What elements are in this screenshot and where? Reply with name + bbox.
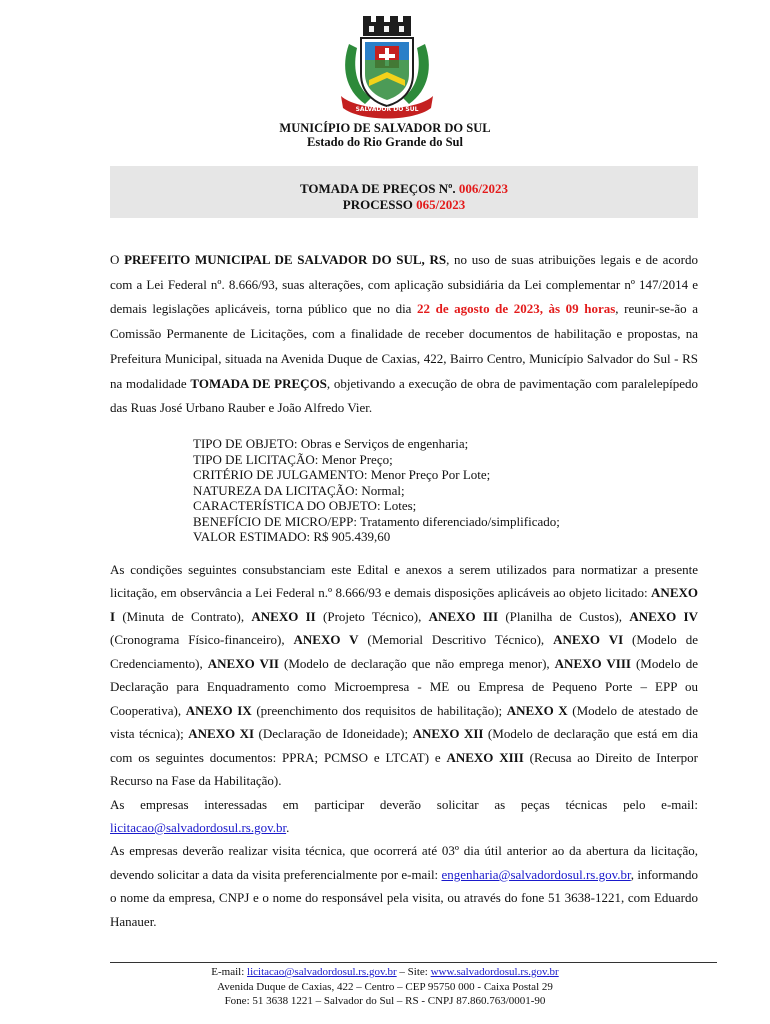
annex-label: ANEXO IX <box>185 702 252 718</box>
bidding-email-link[interactable]: licitacao@salvadordosul.rs.gov.br <box>110 819 287 835</box>
annex-label: ANEXO II <box>251 608 316 624</box>
annex-label: ANEXO I <box>110 585 698 624</box>
process-number: 065/2023 <box>416 197 466 212</box>
tender-label: TOMADA DE PREÇOS Nº. <box>299 181 456 196</box>
procurement-title-box <box>110 166 698 218</box>
mayor-title: PREFEITO MUNICIPAL DE SALVADOR DO SUL, RS <box>124 252 447 267</box>
annexes-and-contact-paragraph: As condições seguintes consubstanciam este Edital e anexos a serem utilizados para normatizar a presente licitação, em observância a Lei Federal n.º 8.666/93 e demais disposições aplicáveis ao objeto licitado: ANEXO I (Minuta de Contrato), ANEXO II (Projeto Técnico), ANEXO III (Planilha de Custos), ANEXO IV (Cronograma Físico-financeiro), ANEXO V (Memorial Descritivo Técnico), ANEXO VI (Modelo de Credenciamento), ANEXO VII (Modelo de declaração que não emprega menor), ANEXO VIII (Modelo de Declaração para Enquadramento como Microempresa - ME ou Empresa de Pequeno Porte – EPP ou Cooperativa), ANEXO IX (preenchimento dos requisitos de habilitação); ANEXO X (Modelo de atestado de vista técnica); ANEXO XI (Declaração de Idoneidade); ANEXO XII (Modelo de declaração que está em dia com os seguintes documentos: PPRA; PCMSO e LTCAT) e ANEXO XIII (Recusa ao Direito de Interpor Recurso na Fase da Habilitação). As empresas interessadas em participar deverão solicitar as peças técnicas pelo e-mail: licitacao@salvadordosul.rs.gov.br. As empresas deverão realizar visita técnica, que ocorrerá até 03º dia útil anterior ao da abertura da licitação, devendo solicitar a data da visita preferencialmente por e-mail: engenharia@salvadordosul.rs.gov.br, informando o nome da empresa, CNPJ e o nome do responsável pela visita, ou através do fone 51 3638-1221, com Eduardo Hanauer. <box>110 562 699 929</box>
technical-docs-text: As empresas interessadas em participar deverão solicitar as peças técnicas pelo e-mail: <box>110 796 698 812</box>
opening-date: 22 de agosto de 2023, às 09 horas <box>417 301 616 317</box>
detail-estimated-value: VALOR ESTIMADO: R$ 905.439,60 <box>193 529 391 544</box>
annex-label: ANEXO XI <box>188 726 255 742</box>
footer-contact-line: E-mail: licitacao@salvadordosul.rs.gov.br – Site: www.salvadordosul.rs.gov.br <box>211 966 559 978</box>
footer-address: Avenida Duque de Caxias, 422 – Centro – CEP 95750 000 - Caixa Postal 29 <box>217 981 553 993</box>
municipality-name: MUNICÍPIO DE SALVADOR DO SUL <box>279 121 491 135</box>
footer-divider <box>110 962 717 963</box>
detail-judgement-criterion: CRITÉRIO DE JULGAMENTO: Menor Preço Por Lote; <box>193 467 491 482</box>
detail-object-characteristic: CARACTERÍSTICA DO OBJETO: Lotes; <box>193 498 417 513</box>
detail-object-type: TIPO DE OBJETO: Obras e Serviços de engenharia; <box>193 436 469 451</box>
site-visit-text: As empresas deverão realizar visita técnica, que ocorrerá até 03º dia útil anterior ao da abertura da licitação, devendo solicitar a data da visita preferencialmente por e-mail: <box>110 843 698 882</box>
tender-number: 006/2023 <box>458 181 509 196</box>
process-number-line <box>110 197 698 213</box>
annex-label: ANEXO X <box>506 702 568 718</box>
annex-label: ANEXO XIII <box>446 749 524 765</box>
detail-micro-epp-benefit: BENEFÍCIO DE MICRO/EPP: Tratamento diferenciado/simplificado; <box>193 513 560 529</box>
process-label: PROCESSO <box>342 197 413 212</box>
tender-details-list <box>193 436 698 545</box>
detail-tender-type: TIPO DE LICITAÇÃO: Menor Preço; <box>193 451 393 467</box>
annex-label: ANEXO IV <box>629 608 698 624</box>
annex-label: ANEXO V <box>293 632 359 648</box>
detail-nature: NATUREZA DA LICITAÇÃO: Normal; <box>193 482 405 498</box>
engineering-email-link[interactable]: engenharia@salvadordosul.rs.gov.br <box>441 866 631 882</box>
municipal-coat-of-arms-icon <box>339 16 435 122</box>
footer-phone-cnpj: Fone: 51 3638 1221 – Salvador do Sul – RS - CNPJ 87.860.763/0001-90 <box>224 995 546 1007</box>
state-name: Estado do Rio Grande do Sul <box>307 135 463 149</box>
crest-banner-text: SALVADOR DO SUL <box>355 106 419 113</box>
annex-label: ANEXO VIII <box>554 655 631 671</box>
intro-paragraph: O PREFEITO MUNICIPAL DE SALVADOR DO SUL, RS, no uso de suas atribuições legais e de acordo com a Lei Federal nº. 8.666/93, suas alterações, com aplicação subsidiária da Lei complementar nº 147/2014 e demais legislações aplicáveis, torna público que no dia 22 de agosto de 2023, às 09 horas, reunir-se-ão a Comissão Permanente de Licitações, com a finalidade de receber documentos de habilitação e propostas, na Prefeitura Municipal, situada na Avenida Duque de Caxias, 422, Bairro Centro, Município Salvador do Sul - RS na modalidade TOMADA DE PREÇOS, objetivando a execução de obra de pavimentação com paralelepípedo das Ruas José Urbano Rauber e João Alfredo Vier. <box>110 252 699 416</box>
annex-label: ANEXO III <box>428 608 499 624</box>
annex-label: ANEXO VI <box>553 632 624 648</box>
annex-label: ANEXO VII <box>207 655 279 671</box>
footer-email-link[interactable]: licitacao@salvadordosul.rs.gov.br <box>247 966 397 978</box>
modality-name: TOMADA DE PREÇOS <box>190 375 327 391</box>
annex-label: ANEXO XII <box>412 726 484 742</box>
tender-number-line <box>110 181 698 197</box>
footer-site-link[interactable]: www.salvadordosul.rs.gov.br <box>430 966 559 978</box>
